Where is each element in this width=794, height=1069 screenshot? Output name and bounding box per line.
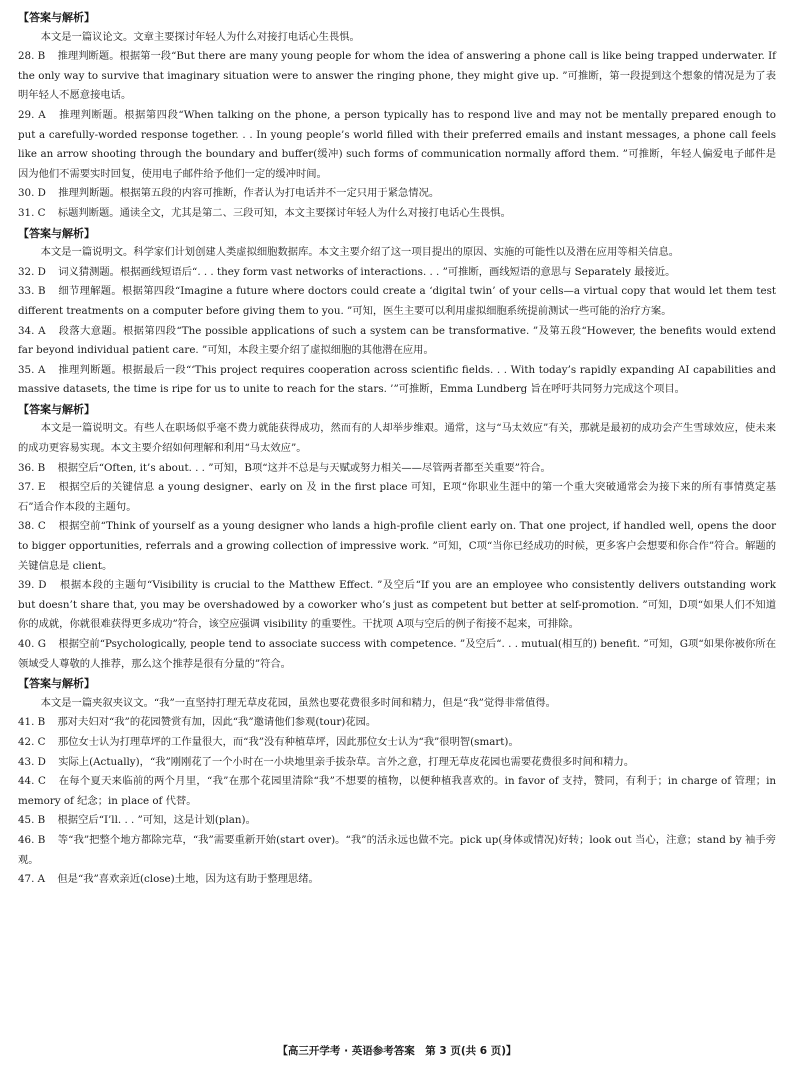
answer-explanation: 实际上(Actually)，“我”刚刚花了一个小时在一小块地里亲手拔杂草。言外之意，打理无草皮花园也需要花费很多时间和精力。 bbox=[58, 755, 635, 768]
answer-item bbox=[18, 459, 776, 479]
answer-item bbox=[18, 204, 776, 224]
answer-number: 46. B bbox=[18, 833, 46, 846]
section-3 bbox=[18, 400, 776, 674]
answer-explanation: 根据空前“Think of yourself as a young designer who lands a high-profile client early on. That one project, if handled well, opens the door to bigger opportunities, referrals and a growing collection of impressive work. ”可知，C项“当你已经成功的时候，更多客户会想要和你合作”符合。解题的关键信息是 client。 bbox=[18, 520, 777, 572]
section-2 bbox=[18, 224, 776, 400]
answer-item bbox=[18, 106, 776, 184]
answer-explanation: 等“我”把整个地方都除完草，“我”需要重新开始(start over)。“我”的活永远也做不完。pick up(身体或情况)好转；look out 当心，注意；stand by 袖手旁观。 bbox=[18, 833, 777, 866]
answer-number: 42. C bbox=[18, 735, 46, 748]
answer-explanation: 那对夫妇对“我”的花园赞赏有加，因此“我”邀请他们参观(tour)花园。 bbox=[57, 716, 377, 729]
answer-item bbox=[18, 478, 776, 517]
answer-explanation: 段落大意题。根据第四段“The possible applications of such a system can be transformative. ”及第五段“However, the benefits would extend far beyond individual patient care. ”可知，本段主要介绍了虚拟细胞的其他潜在应用。 bbox=[18, 324, 777, 357]
answer-item bbox=[18, 47, 776, 106]
answer-explanation: 根据本段的主题句“Visibility is crucial to the Matthew Effect. ”及空后“If you are an employee who consistently delivers outstanding work but doesn’t share that, you may be overshadowed by a coworker who’s just as competent but better at self-promotion. ”可知，D项“如果人们不知道你的成就，你就很难获得更多成功”符合，该空应强调 visibility 的重要性。干扰项 A项与空后的例子衔接不起来，可排除。 bbox=[18, 579, 777, 631]
answer-item bbox=[18, 635, 776, 674]
answer-item bbox=[18, 713, 776, 733]
answer-page bbox=[18, 8, 776, 890]
section-heading: 【答案与解析】 bbox=[18, 677, 95, 691]
section-heading: 【答案与解析】 bbox=[18, 226, 95, 240]
answer-number: 44. C bbox=[18, 775, 46, 788]
answer-explanation: 但是“我”喜欢亲近(close)土地，因为这有助于整理思绪。 bbox=[57, 873, 319, 886]
answer-number: 30. D bbox=[18, 187, 46, 200]
answer-explanation: 推理判断题。根据最后一段“‘This project requires cooperation across scientific fields. . . With today’s rapidly expanding AI capabilities and massive datasets, the time is ripe for us to unite to reach for the stars. ’”可推断，Emma Lundberg 旨在呼吁共同努力完成这个项目。 bbox=[18, 363, 776, 396]
answer-item bbox=[18, 831, 776, 870]
section-intro: 本文是一篇议论文。文章主要探讨年轻人为什么对接打电话心生畏惧。 bbox=[40, 30, 360, 43]
answer-item bbox=[18, 772, 776, 811]
answer-number: 36. B bbox=[18, 461, 46, 474]
section-intro: 本文是一篇说明文。有些人在职场似乎毫不费力就能获得成功，然而有的人却举步维艰。通常，这与“马太效应”有关，那就是最初的成功会产生雪球效应，使未来的成功更容易实现。本文主要介绍如何理解和利用“马太效应”。 bbox=[18, 422, 776, 455]
answer-item bbox=[18, 753, 776, 773]
answer-explanation: 在每个夏天来临前的两个月里，“我”在那个花园里清除“我”不想要的植物，以便种植我喜欢的。in favor of 支持，赞同，有利于；in charge of 管理；in memory of 纪念；in place of 代替。 bbox=[18, 775, 776, 807]
answer-number: 39. D bbox=[18, 579, 47, 592]
section-intro: 本文是一篇说明文。科学家们计划创建人类虚拟细胞数据库。本文主要介绍了这一项目提出的原因、实施的可能性以及潜在应用等相关信息。 bbox=[40, 246, 680, 259]
answer-number: 47. A bbox=[18, 873, 46, 886]
answer-explanation: 推理判断题。根据第四段“When talking on the phone, a person typically has to respond live and may not be mentally prepared enough to put a carefully-worded response together. . . In young people’s world filled with their preferred emails and instant messages, a phone call feels like an arrow shooting through the boundary and buffer(缓冲) such forms of communication normally afford them. ”可推断，年轻人偏爱电子邮件是因为他们不需要实时回复，使用电子邮件给予他们一定的缓冲时间。 bbox=[18, 108, 777, 180]
answer-number: 33. B bbox=[18, 285, 46, 298]
answer-explanation: 细节理解题。根据第四段“Imagine a future where doctors could create a ‘digital twin’ of your cells—a virtual copy that would let them test different treatments on a computer before giving them to you. ”可知，医生主要可以利用虚拟细胞系统提前测试一些可能的治疗方案。 bbox=[18, 285, 776, 317]
section-heading: 【答案与解析】 bbox=[18, 402, 95, 416]
answer-explanation: 根据空后“Often, it’s about. . . ”可知，B项“这并不总是与天赋或努力相关——尽管两者都至关重要”符合。 bbox=[57, 461, 551, 474]
answer-number: 28. B bbox=[18, 50, 46, 63]
section-1 bbox=[18, 8, 776, 224]
section-intro: 本文是一篇夹叙夹议文。“我”一直坚持打理无草皮花园，虽然也要花费很多时间和精力，但是“我”觉得非常值得。 bbox=[40, 696, 556, 709]
answer-number: 37. E bbox=[18, 481, 46, 494]
section-heading: 【答案与解析】 bbox=[18, 11, 95, 24]
answer-explanation: 根据空后的关键信息 a young designer、early on 及 in the first place 可知，E项“你职业生涯中的第一个重大突破通常会为接下来的所有事情奠定基石”适合作本段的主题句。 bbox=[18, 481, 776, 513]
answer-explanation: 标题判断题。通读全文，尤其是第二、三段可知，本文主要探讨年轻人为什么对接打电话心生畏惧。 bbox=[57, 206, 511, 219]
answer-number: 34. A bbox=[18, 324, 46, 337]
page-footer: 【高三开学考 · 英语参考答案 第 3 页(共 6 页)】 bbox=[277, 1045, 517, 1057]
answer-number: 40. G bbox=[18, 638, 46, 650]
answer-item bbox=[18, 576, 776, 635]
answer-number: 43. D bbox=[18, 755, 46, 768]
answer-item bbox=[18, 282, 776, 321]
answer-number: 29. A bbox=[18, 108, 46, 121]
answer-explanation: 推理判断题。根据第一段“But there are many young people for whom the idea of answering a phone call is like being trapped underwater. If the only way to survive that imaginary situation were to answer the ringing phone, they might give up. ”可推断，第一段提到这个想象的情况是为了表明年轻人不愿意接电话。 bbox=[18, 50, 776, 102]
answer-explanation: 那位女士认为打理草坪的工作量很大，而“我”没有种植草坪，因此那位女士认为“我”很明智(smart)。 bbox=[57, 735, 519, 748]
section-4 bbox=[18, 674, 776, 890]
answer-explanation: 词义猜测题。根据画线短语后“. . . they form vast networks of interactions. . . ”可推断，画线短语的意思与 Separately 最接近。 bbox=[58, 265, 676, 278]
answer-number: 41. B bbox=[18, 716, 46, 729]
answer-explanation: 根据空后“I’ll. . . ”可知，这是计划(plan)。 bbox=[57, 814, 256, 827]
answer-item bbox=[18, 870, 776, 890]
answer-number: 45. B bbox=[18, 814, 46, 827]
answer-number: 35. A bbox=[18, 363, 46, 376]
answer-number: 31. C bbox=[18, 206, 46, 219]
answer-explanation: 推理判断题。根据第五段的内容可推断，作者认为打电话并不一定只用于紧急情况。 bbox=[58, 187, 440, 200]
answer-item bbox=[18, 517, 776, 576]
answer-explanation: 根据空前“Psychologically, people tend to associate success with competence. ”及空后“. . . mutual(相互的) benefit. ”可知，G项“如果你被你所在领域受人尊敬的人推荐，那么这个推荐是很有分量的”符合。 bbox=[18, 638, 777, 670]
answer-item bbox=[18, 733, 776, 753]
answer-item bbox=[18, 184, 776, 204]
answer-item bbox=[18, 263, 776, 283]
answer-number: 38. C bbox=[18, 520, 46, 533]
answer-number: 32. D bbox=[18, 265, 46, 278]
answer-item bbox=[18, 811, 776, 831]
answer-item bbox=[18, 361, 776, 400]
answer-item bbox=[18, 322, 776, 361]
